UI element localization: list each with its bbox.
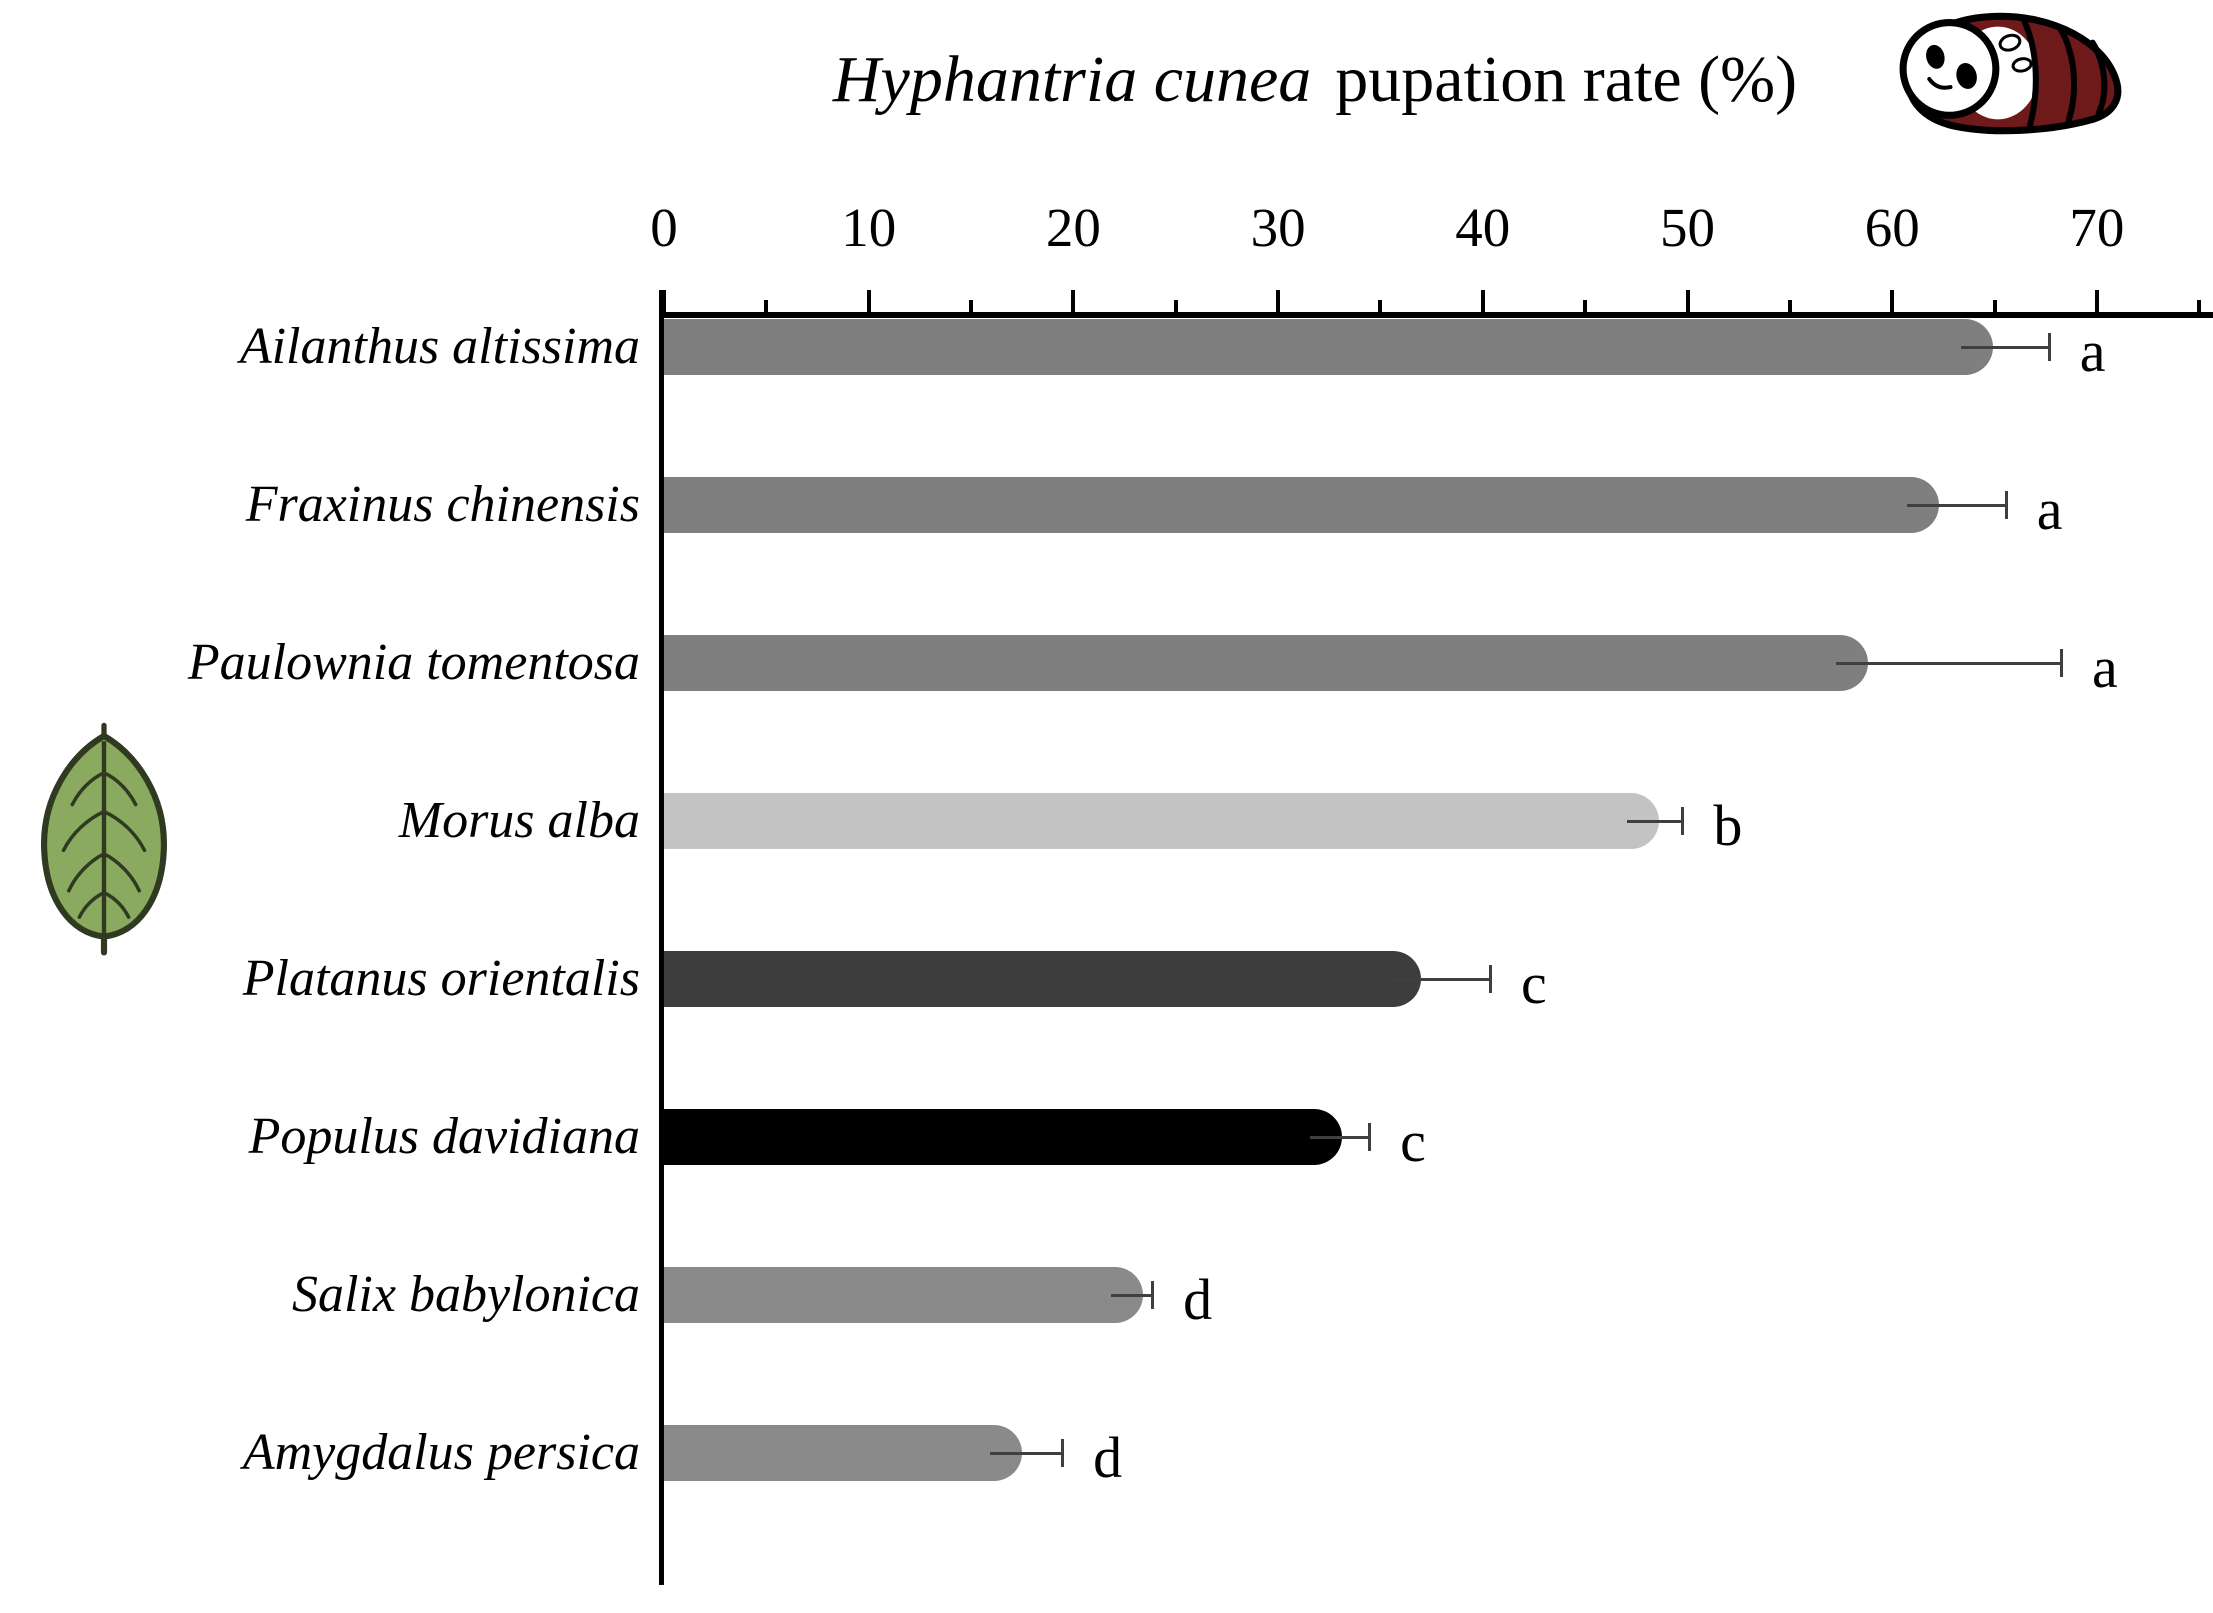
- error-bar-line: [1627, 820, 1682, 823]
- bar: [664, 1425, 1022, 1481]
- category-label: Amygdalus persica: [242, 1424, 640, 1481]
- x-axis-minor-tick: [1993, 300, 1997, 312]
- x-axis-minor-tick: [2197, 300, 2201, 312]
- x-axis-tick-label: 40: [1455, 197, 1511, 258]
- error-bar-cap: [1489, 965, 1492, 993]
- category-label: Fraxinus chinensis: [245, 476, 640, 533]
- category-label: Platanus orientalis: [242, 950, 640, 1007]
- chart-title-rest: pupation rate (%): [1335, 43, 1798, 116]
- error-bar-line: [1310, 1136, 1369, 1139]
- x-axis-minor-tick: [1174, 300, 1178, 312]
- bar: [664, 635, 1868, 691]
- x-axis-tick: [1481, 290, 1485, 312]
- error-bar-cap: [1151, 1281, 1154, 1309]
- x-axis-tick: [867, 290, 871, 312]
- x-axis-tick-label: 10: [841, 197, 897, 258]
- category-label: Ailanthus altissima: [239, 318, 640, 375]
- significance-letter: c: [1400, 1109, 1426, 1174]
- x-axis-minor-tick: [969, 300, 973, 312]
- significance-letter: a: [2079, 319, 2106, 384]
- error-bar-cap: [2048, 333, 2051, 361]
- category-label: Paulownia tomentosa: [187, 634, 640, 691]
- error-bar-line: [1907, 504, 2005, 507]
- significance-letter: b: [1713, 793, 1743, 858]
- x-axis-tick: [1686, 290, 1690, 312]
- x-axis-tick-label: 0: [650, 197, 678, 258]
- x-axis-tick-label: 70: [2069, 197, 2125, 258]
- error-bar-line: [1389, 978, 1489, 981]
- significance-letter: c: [1520, 951, 1547, 1016]
- bar: [664, 1267, 1143, 1323]
- x-axis-tick-label: 30: [1250, 197, 1306, 258]
- error-bar-line: [990, 1452, 1061, 1455]
- bar: [664, 477, 1939, 533]
- significance-letter: a: [2092, 635, 2118, 700]
- bar: [664, 319, 1993, 375]
- x-axis-tick-label: 60: [1864, 197, 1920, 258]
- significance-letter: a: [2036, 477, 2063, 542]
- x-axis-minor-tick: [764, 300, 768, 312]
- significance-letter: d: [1093, 1425, 1123, 1490]
- significance-letter: d: [1183, 1267, 1213, 1332]
- x-axis-tick-label: 20: [1045, 197, 1101, 258]
- error-bar-line: [1836, 662, 2060, 665]
- x-axis-tick: [662, 290, 666, 312]
- x-axis-tick-label: 50: [1660, 197, 1715, 258]
- bar: [664, 951, 1421, 1007]
- error-bar-cap: [2005, 491, 2008, 519]
- x-axis-line: [659, 312, 2213, 318]
- bar: [664, 793, 1659, 849]
- category-label: Salix babylonica: [291, 1266, 640, 1323]
- category-label: Populus davidiana: [248, 1108, 640, 1165]
- error-bar-line: [1961, 346, 2048, 349]
- error-bar-cap: [1061, 1439, 1064, 1467]
- category-label: Morus alba: [398, 792, 640, 849]
- x-axis-tick: [1890, 290, 1894, 312]
- x-axis-tick: [1071, 290, 1075, 312]
- x-axis-tick: [1276, 290, 1280, 312]
- x-axis-tick: [2095, 290, 2099, 312]
- error-bar-cap: [1681, 807, 1684, 835]
- chart-title-species: Hyphantria cunea: [832, 43, 1312, 116]
- pupa-icon: [1893, 2, 2135, 154]
- error-bar-cap: [2060, 649, 2063, 677]
- x-axis-minor-tick: [1583, 300, 1587, 312]
- error-bar-cap: [1368, 1123, 1371, 1151]
- error-bar-line: [1111, 1294, 1151, 1297]
- bar: [664, 1109, 1342, 1165]
- x-axis-minor-tick: [1788, 300, 1792, 312]
- x-axis-minor-tick: [1378, 300, 1382, 312]
